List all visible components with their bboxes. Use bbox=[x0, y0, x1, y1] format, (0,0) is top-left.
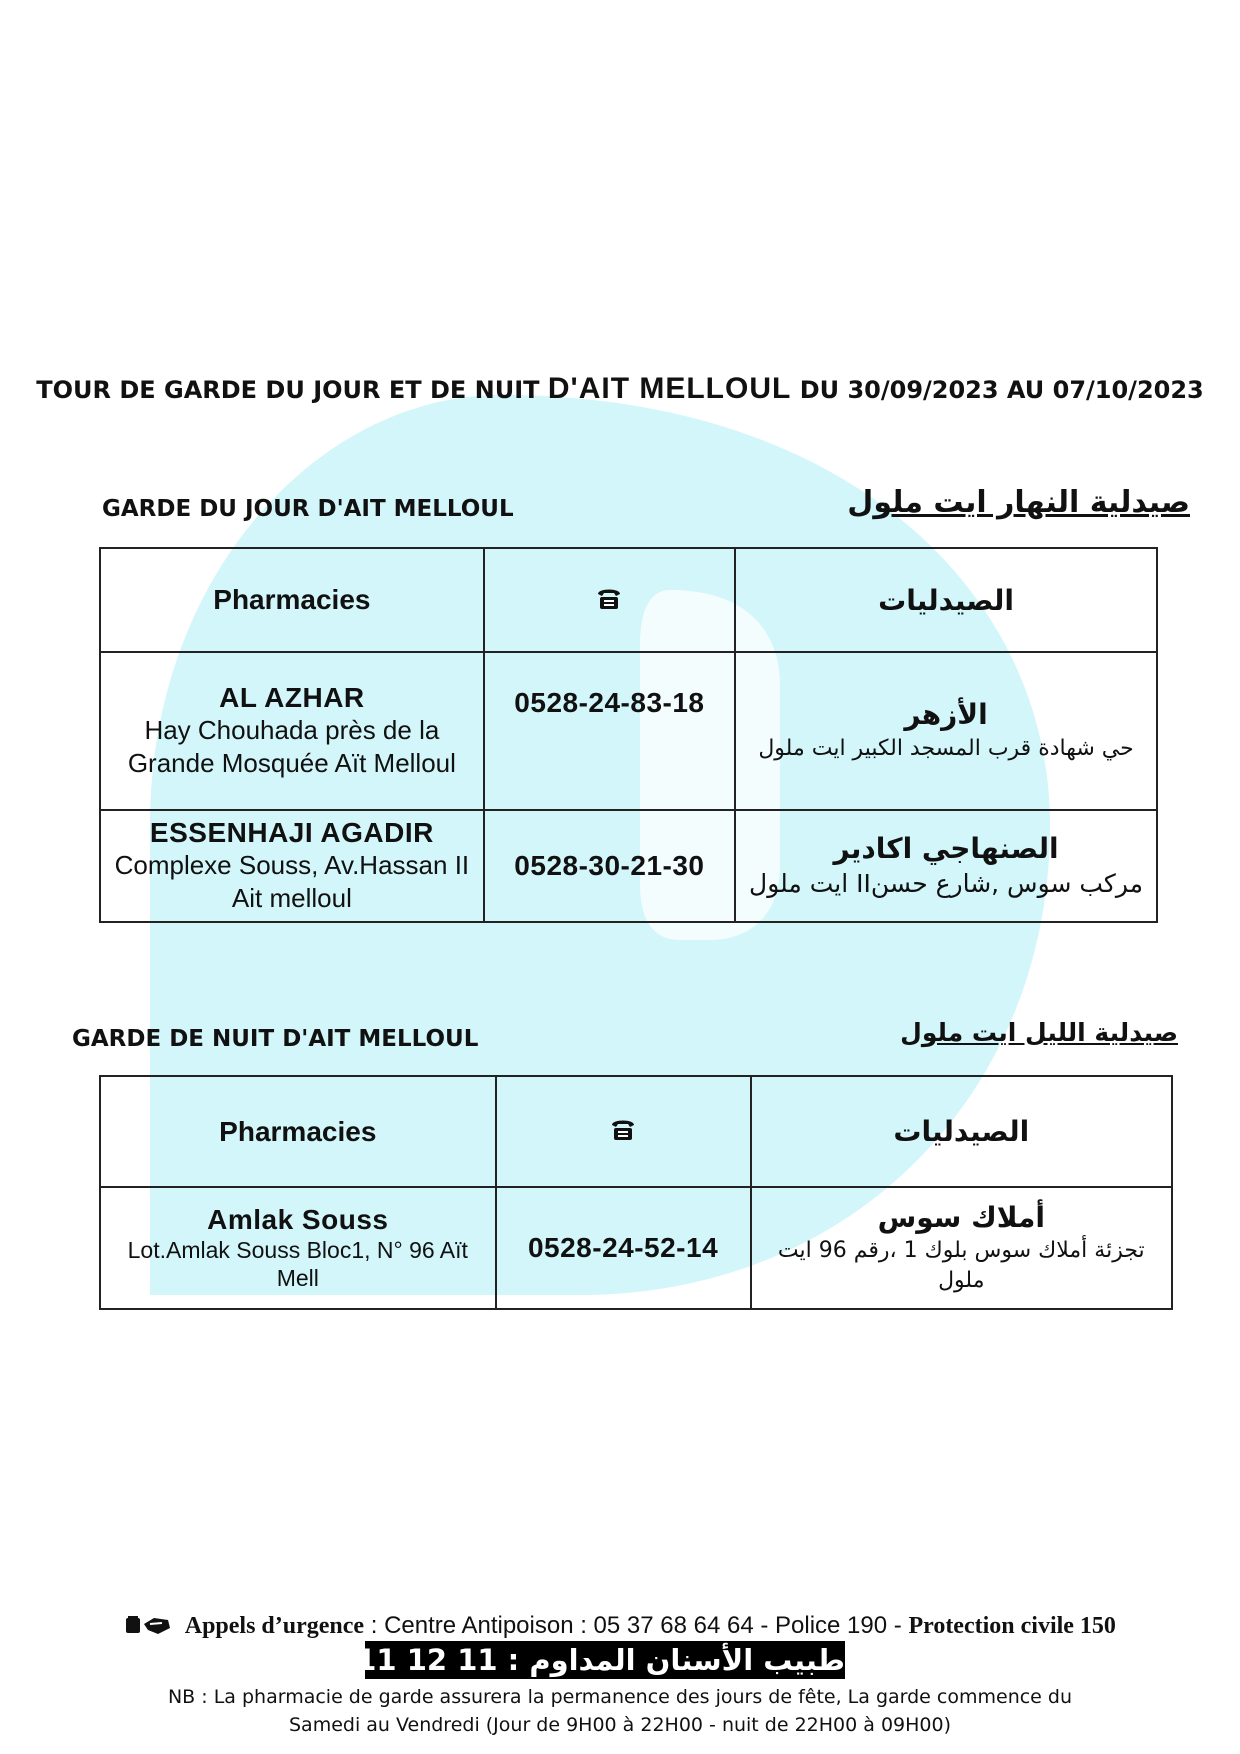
pharmacy-address: Complexe Souss, Av.Hassan II Ait melloul bbox=[114, 850, 470, 913]
pharmacy-address-ar: تجزئة أملاك سوس بلوك 1 ،رقم 96 ايت ملول bbox=[777, 1238, 1145, 1293]
pharmacy-phone: 0528-30-21-30 bbox=[514, 850, 705, 881]
emergency-calls-line bbox=[0, 1612, 1240, 1640]
pharmacy-cell bbox=[100, 810, 484, 922]
table-header-row bbox=[100, 548, 1157, 652]
pharmacy-phone: 0528-24-52-14 bbox=[527, 1232, 719, 1263]
night-section-title-ar: صيدلية الليل ايت ملول bbox=[900, 1018, 1178, 1047]
header-phone bbox=[496, 1076, 751, 1187]
pharmacy-cell bbox=[100, 652, 484, 810]
arabic-cell bbox=[735, 810, 1157, 922]
pharmacy-address: Hay Chouhada près de la Grande Mosquée Aït Melloul bbox=[127, 715, 456, 778]
arabic-cell bbox=[751, 1187, 1172, 1309]
nb-note-line-2: Samedi au Vendredi (Jour de 9H00 à 22H00 - nuit de 22H00 à 09H00) bbox=[288, 1714, 951, 1736]
nb-note-line-1: NB : La pharmacie de garde assurera la permanence des jours de fête, La garde commence du bbox=[167, 1686, 1073, 1708]
day-section-title-ar: صيدلية النهار ايت ملول bbox=[847, 485, 1190, 520]
header-arabic: الصيدليات bbox=[751, 1076, 1172, 1187]
page-title: TOUR DE GARDE DU JOUR ET DE NUIT D'AIT MELLOUL DU 30/09/2023 AU 07/10/2023 bbox=[36, 372, 1204, 405]
night-pharmacy-table bbox=[99, 1075, 1173, 1310]
dentist-on-duty-banner: طبيب الأسنان المداوم : 11 12 11 08 06 bbox=[255, 1643, 845, 1677]
phone-cell bbox=[496, 1187, 751, 1309]
table-row bbox=[100, 1187, 1172, 1309]
table-row bbox=[100, 652, 1157, 810]
table-row bbox=[100, 810, 1157, 922]
urgence-label: Appels d’urgence bbox=[184, 1613, 365, 1639]
phone-cell bbox=[484, 652, 735, 810]
day-section-title: GARDE DU JOUR D'AIT MELLOUL bbox=[102, 496, 514, 522]
antipoison-text: : Centre Antipoison : 05 37 68 64 64 - Police 190 - bbox=[370, 1612, 902, 1639]
pharmacy-name-ar: أملاك سوس bbox=[877, 1201, 1045, 1234]
phone-cell bbox=[484, 810, 735, 922]
header-pharmacies: Pharmacies bbox=[100, 1076, 496, 1187]
pharmacy-name-ar: الصنهاجي اكادير bbox=[833, 832, 1059, 865]
pharmacy-name: AL AZHAR bbox=[219, 682, 365, 713]
day-pharmacy-table bbox=[99, 547, 1158, 923]
pharmacy-phone: 0528-24-83-18 bbox=[514, 687, 705, 718]
pharmacy-address: Lot.Amlak Souss Bloc1, N° 96 Aït Mell bbox=[127, 1237, 468, 1291]
pharmacy-address-ar: حي شهادة قرب المسجد الكبير ايت ملول bbox=[758, 736, 1134, 761]
night-section-title: GARDE DE NUIT D'AIT MELLOUL bbox=[72, 1026, 479, 1052]
pharmacy-name: ESSENHAJI AGADIR bbox=[149, 817, 434, 848]
telephone-icon bbox=[595, 584, 623, 612]
pharmacy-name: Amlak Souss bbox=[207, 1204, 389, 1235]
header-phone bbox=[484, 548, 735, 652]
protection-civile: Protection civile 150 bbox=[908, 1613, 1116, 1639]
arabic-cell bbox=[735, 652, 1157, 810]
pharmacy-cell bbox=[100, 1187, 496, 1309]
pharmacy-address-ar: مركب سوس ,شارع حسنII ايت ملول bbox=[749, 869, 1144, 898]
telephone-icon bbox=[609, 1115, 637, 1143]
pharmacy-name-ar: الأزهر bbox=[904, 698, 988, 731]
header-arabic: الصيدليات bbox=[735, 548, 1157, 652]
phone-hand-icon bbox=[124, 1614, 172, 1636]
header-pharmacies: Pharmacies bbox=[100, 548, 484, 652]
table-header-row bbox=[100, 1076, 1172, 1187]
